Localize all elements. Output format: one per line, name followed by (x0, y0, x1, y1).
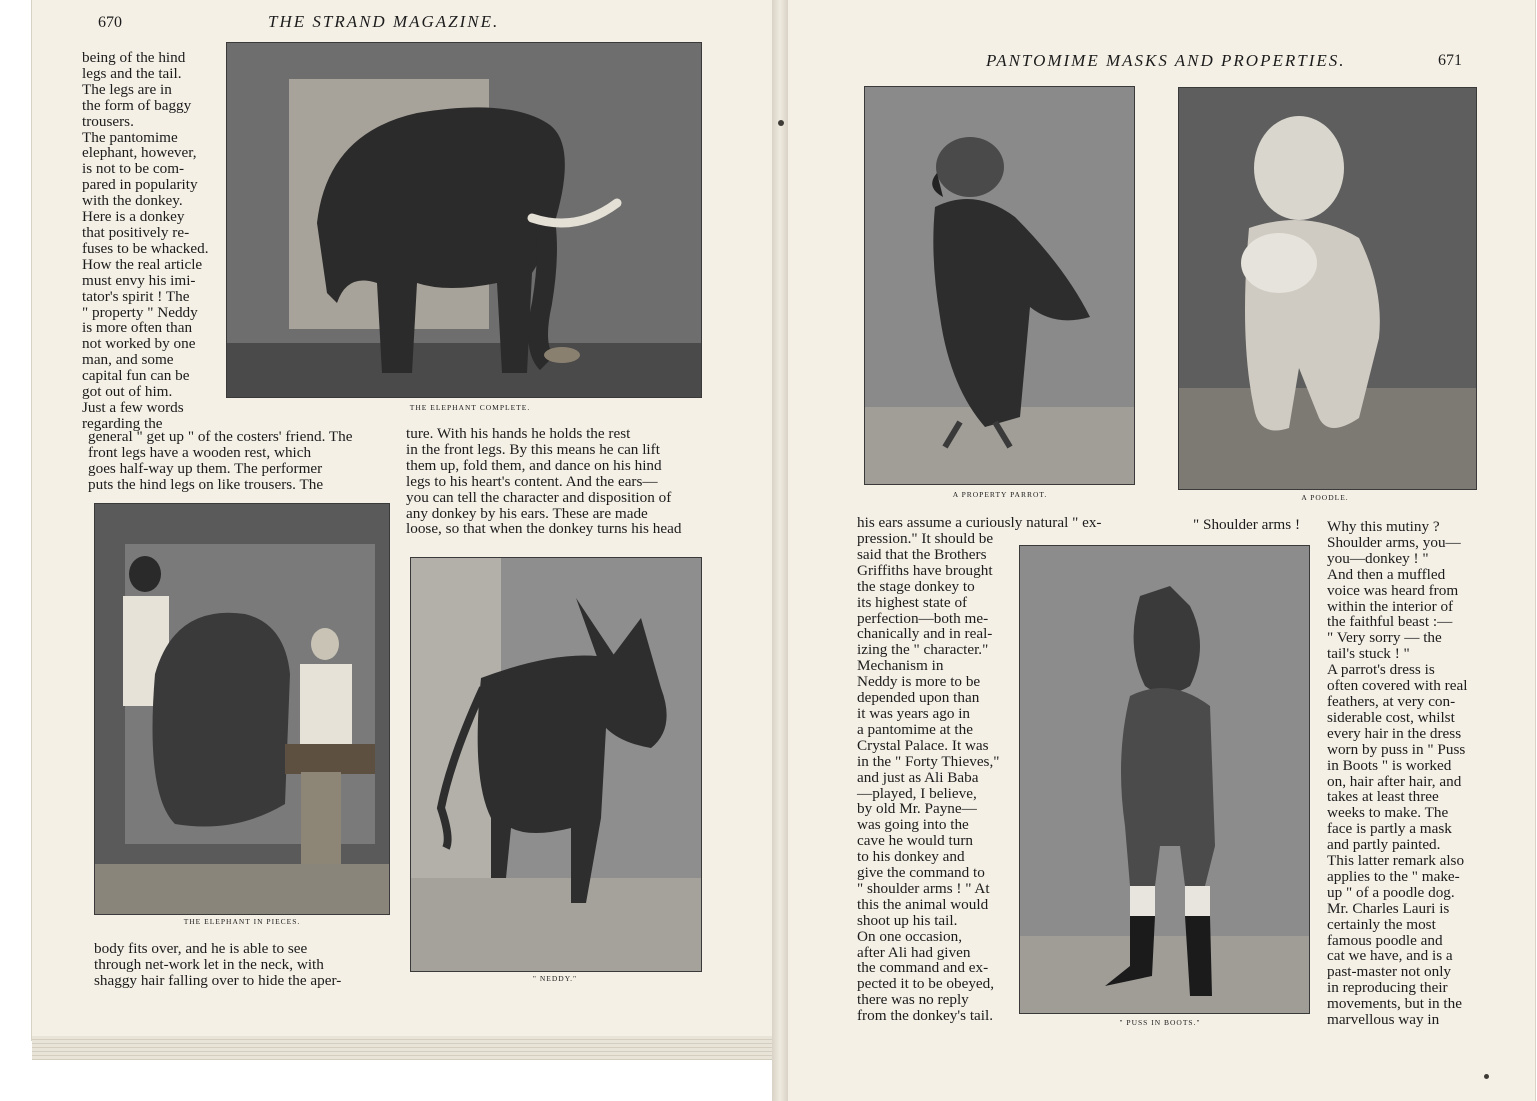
left-text-bottom: body fits over, and he is able to see through net-work let in the neck, with shaggy hair falling over to hide the aper- (94, 940, 342, 989)
page-edges (32, 1036, 782, 1060)
donkey-illustration (411, 558, 701, 971)
photo-elephant-complete (226, 42, 702, 398)
book-gutter (772, 0, 788, 1101)
left-running-head: THE STRAND MAGAZINE. (268, 12, 500, 31)
ink-blot (778, 120, 784, 126)
right-col-mid-top: " Shoulder arms ! (1193, 516, 1301, 533)
left-folio: 670 (98, 14, 122, 31)
photo-elephant-in-pieces (94, 503, 390, 915)
photo-property-parrot (864, 86, 1135, 485)
right-col-left-top: his ears assume a curiously natural " ex- (857, 514, 1102, 531)
caption-elephant-in-pieces: THE ELEPHANT IN PIECES. (183, 917, 301, 926)
parrot-illustration (865, 87, 1134, 484)
elephant-illustration (227, 43, 701, 397)
photo-poodle (1178, 87, 1477, 490)
right-folio: 671 (1438, 52, 1462, 69)
puss-illustration (1020, 546, 1309, 1013)
right-col-left: pression." It should be said that the Brothers Griffiths have brought the stage donkey to its highest state of perfection—both me- chanically and in real- izing the " character." Mechanism in Neddy is more to be depended upon than it was years ago in a pantomime at the Crystal Palace. It was in the " Forty Thieves," and just as Ali Baba —played, I believe, by old Mr. Payne— was going into the cave he would turn to his donkey and give the command to " shoulder arms ! " At this the animal would shoot up his tail. On one occasion, after Ali had given the command and ex- pected it to be obeyed, there was no reply from the donkey's tail. (857, 530, 1000, 1025)
left-text-mid-right: ture. With his hands he holds the rest in the front legs. By this means he can lift them up, fold them, and dance on his hind legs to his heart's content. And the ears— you can tell the character and disposition of any donkey by his ears. These are made loose, so that when the donkey turns his head (406, 425, 682, 538)
caption-elephant-complete: THE ELEPHANT COMPLETE. (409, 403, 531, 412)
poodle-illustration (1179, 88, 1476, 489)
right-col-right: Why this mutiny ? Shoulder arms, you— you—donkey ! " And then a muffled voice was heard from within the interior of the faithful beast :— " Very sorry — the tail's stuck ! " A parrot's dress is often covered with real feathers, at very con- siderable cost, whilst every hair in the dress worn by puss in " Puss in Boots " is worked on, hair after hair, and takes at least three weeks to make. The face is partly a mask and partly painted. This latter remark also applies to the " make- up " of a poodle dog. Mr. Charles Lauri is certainly the most famous poodle and cat we have, and is a past-master not only in reproducing their movements, but in the marvellous way in (1327, 518, 1468, 1029)
caption-property-parrot: A PROPERTY PARROT. (952, 490, 1048, 499)
caption-neddy: " NEDDY." (532, 974, 578, 983)
caption-puss-in-boots: " PUSS IN BOOTS." (1119, 1018, 1201, 1027)
right-running-head: PANTOMIME MASKS AND PROPERTIES. (986, 51, 1346, 70)
photo-neddy (410, 557, 702, 972)
caption-poodle: A POODLE. (1301, 493, 1349, 502)
left-text-top: being of the hind legs and the tail. The legs are in the form of baggy trousers. The pantomime elephant, however, is not to be com- pared in popularity with the donkey. Here is a donkey that positively re- fuses to be whacked. How the real article must envy his imi- tator's spirit ! The " property " Neddy is more often than not worked by one man, and some capital fun can be got out of him. Just a few words regarding the (82, 49, 209, 432)
elephant-pieces-illustration (95, 504, 389, 914)
photo-puss-in-boots (1019, 545, 1310, 1014)
ink-blot (1484, 1074, 1489, 1079)
left-text-mid-left: general " get up " of the costers' friend. The front legs have a wooden rest, which goes half-way up them. The performer puts the hind legs on like trousers. The (88, 428, 353, 493)
